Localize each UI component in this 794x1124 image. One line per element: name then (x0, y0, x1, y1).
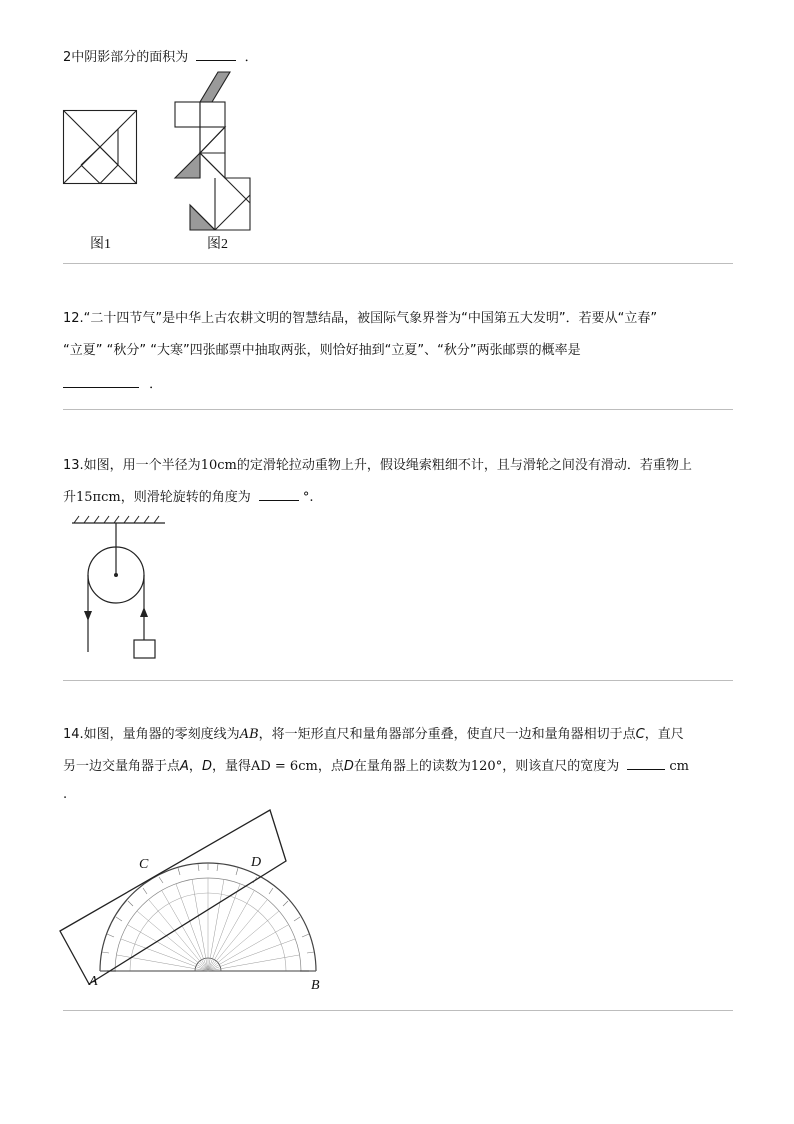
q14-line-2 (63, 755, 689, 774)
q13-l2c: ，则滑轮旋转的角度为 (120, 490, 251, 505)
q14-l1c: ，将一矩形直尺和量角器部分重叠，使直尺一边和量角器相切于点 (258, 727, 636, 742)
q12-line-2: “立夏” “秋分” “大寒”四张邮票中抽取两张，则恰好抽到“立夏”、“秋分”两张邮票的概率是 (63, 343, 581, 358)
q14-ad-length: AD = 6cm (250, 759, 318, 774)
q13-radius: 10cm (200, 458, 237, 473)
q13-line-1 (63, 454, 692, 473)
answer-blank[interactable] (196, 48, 236, 61)
point-a-label: A (89, 974, 98, 989)
q14-l2i: 在量角器上的读数为 (353, 759, 471, 774)
q11-text-after: ． (244, 50, 258, 65)
q11-text (63, 46, 258, 65)
protractor-ruler-figure (60, 808, 340, 998)
divider (63, 409, 733, 410)
q14-d: D (201, 759, 212, 774)
q14-ab: AB (239, 727, 259, 742)
q14-d2: D (343, 759, 354, 774)
q14-a: A (180, 759, 189, 774)
q14-l2e: ，量得 (211, 759, 251, 774)
q13-distance: 15πcm (76, 490, 121, 505)
answer-blank[interactable] (627, 757, 665, 770)
divider (63, 1010, 733, 1011)
q12-line-3 (63, 373, 162, 392)
protractor-rays (116, 878, 300, 971)
q14-c: C (635, 727, 645, 742)
answer-blank[interactable] (63, 375, 139, 388)
q14-reading: 120° (470, 759, 503, 774)
point-c-label: C (139, 857, 149, 872)
figure-2-rabbit-tangram (170, 70, 260, 235)
point-b-label: B (311, 978, 320, 993)
figure-1-caption: 图1 (90, 237, 111, 252)
q14-line-1 (63, 723, 684, 742)
pulley-figure (70, 515, 170, 660)
q14-line-3: . (63, 787, 68, 802)
q11-text-before: 2中阴影部分的面积为 (63, 50, 189, 65)
divider (63, 680, 733, 681)
figure-2-caption: 图2 (207, 237, 228, 252)
q13-degree: °. (302, 490, 314, 505)
q14-l2k: ，则该直尺的宽度为 (502, 759, 620, 774)
figure-1-tangram-square (63, 110, 138, 185)
q13-l1a: 13.如图，用一个半径为 (63, 458, 201, 473)
q14-l2c: ， (188, 759, 202, 774)
q13-l2a: 升 (63, 490, 77, 505)
q14-l2g: ，点 (317, 759, 344, 774)
q14-l1a: 14.如图，量角器的零刻度线为 (63, 727, 240, 742)
q12-line-3-after: ． (149, 377, 163, 392)
divider (63, 263, 733, 264)
q13-line-2 (63, 486, 314, 505)
q12-line-1: 12.“二十四节气”是中华上古农耕文明的智慧结晶，被国际气象界誉为“中国第五大发明”．若要从“立春” (63, 311, 658, 326)
q14-unit: cm (669, 759, 689, 774)
q14-l2a: 另一边交量角器于点 (63, 759, 181, 774)
answer-blank[interactable] (259, 488, 299, 501)
q14-l1e: ，直尺 (644, 727, 684, 742)
point-d-label: D (251, 855, 262, 870)
q13-l1c: 的定滑轮拉动重物上升，假设绳索粗细不计，且与滑轮之间没有滑动．若重物上 (236, 458, 692, 473)
